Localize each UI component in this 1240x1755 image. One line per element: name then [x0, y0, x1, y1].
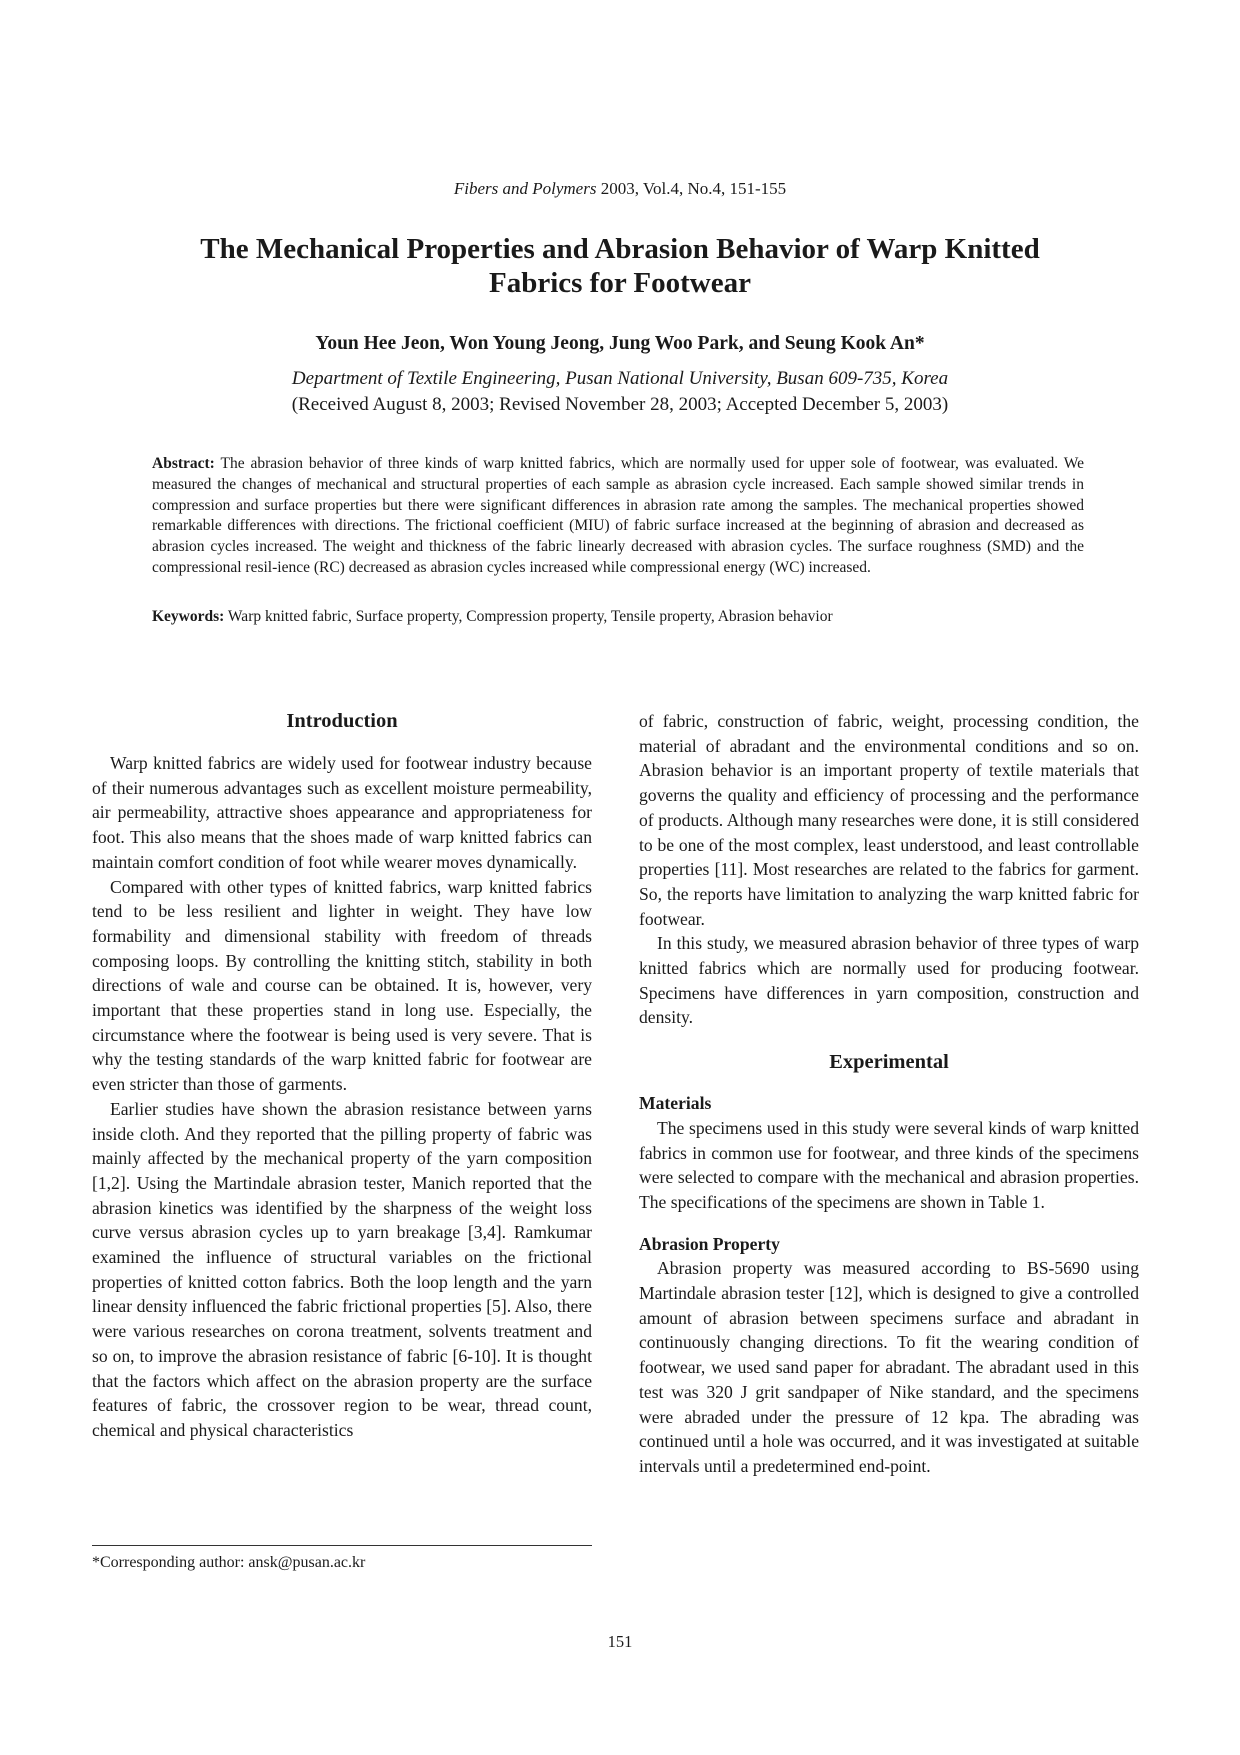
materials-paragraph: The specimens used in this study were several kinds of warp knitted fabrics in common use for footwear, and three kinds of the specimens were selected to compare with the mechanical and abrasion properties. The specifications of the specimens are shown in Table 1. [639, 1117, 1139, 1212]
experimental-heading: Experimental [829, 1051, 949, 1074]
intro-paragraph-2: Compared with other types of knitted fabrics, warp knitted fabrics tend to be less resilient and lighter in weight. They have low formability and dimensional stability with freedom of threads composing loops. By controlling the knitting stitch, stability in both directions of wale and course can be obtained. It is, however, very important that these properties stand in long use. Especially, the circumstance where the footwear is being used is very severe. That is why the testing standards of the warp knitted fabric for footwear are even stricter than those of garments. [92, 876, 592, 1095]
intro-paragraph-1: Warp knitted fabrics are widely used for footwear industry because of their numerous advantages such as excellent moisture permeability, air permeability, attractive shoes appearance and appropriateness for foot. This also means that the shoes made of warp knitted fabrics can maintain comfort condition of foot while wearer moves dynamically. [92, 753, 592, 872]
journal-citation: 2003, Vol.4, No.4, 151-155 [596, 179, 787, 198]
keywords [152, 607, 1084, 628]
abstract-text: The abrasion behavior of three kinds of warp knitted fabrics, which are normally used for upper sole of footwear, was evaluated. We measured the changes of mechanical and structural properties of each sample as abrasion cycle increased. Each sample showed similar trends in compression and surface properties but there were significant differences in abrasion rate among the samples. The mechanical properties showed remarkable differences with directions. The frictional coefficient (MIU) of fabric surface increased at the beginning of abrasion and decreased as abrasion cycles increased. The weight and thickness of the fabric linearly decreased with abrasion cycles. The surface roughness (SMD) and the compressional resil-ience (RC) decreased as abrasion cycles increased while compressional energy (WC) increased. [152, 455, 1084, 576]
left-column [92, 709, 592, 1443]
author-list: Youn Hee Jeon, Won Young Jeong, Jung Woo Park, and Seung Kook An* [315, 333, 925, 354]
keywords-label: Keywords: [152, 608, 225, 625]
abrasion-property-heading: Abrasion Property [639, 1233, 780, 1254]
paper-title: The Mechanical Properties and Abrasion Behavior of Warp Knitted Fabrics for Footwear [200, 233, 1040, 299]
intro-paragraph-3: Earlier studies have shown the abrasion resistance between yarns inside cloth. And they reported that the pilling property of fabric was mainly affected by the mechanical property of the yarn composition [1,2]. Using the Martindale abrasion tester, Manich reported that the abrasion kinetics was identified by the sharpness of the weight loss curve versus abrasion cycles up to yarn breakage [3,4]. Ramkumar examined the influence of structural variables on the frictional properties of knitted cotton fabrics. Both the loop length and the yarn linear density influenced the fabric frictional properties [5]. Also, there were various researches on corona treatment, solvents treatment and so on, to improve the abrasion resistance of fabric [6-10]. It is thought that the factors which affect on the abrasion property are the surface features of fabric, the crossover region to be wear, thread count, chemical and physical characteristics [92, 1098, 592, 1440]
abrasion-property-paragraph: Abrasion property was measured according to BS-5690 using Martindale abrasion tester [12], which is designed to give a controlled amount of abrasion between specimens surface and abradant in continuously changing directions. To fit the wearing condition of footwear, we used sand paper for abradant. The abradant used in this test was 320 J grit sandpaper of Nike standard, and the specimens were abraded under the pressure of 12 kpa. The abrading was continued until a hole was occurred, and it was investigated at suitable intervals until a predetermined end-point. [639, 1258, 1139, 1476]
page-number: 151 [607, 1632, 633, 1651]
right-column [639, 709, 1139, 1479]
abstract-label: Abstract: [152, 455, 215, 472]
journal-header [0, 178, 1240, 200]
materials-heading: Materials [639, 1093, 712, 1114]
affiliation: Department of Textile Engineering, Pusan National University, Busan 609-735, Korea [291, 368, 949, 389]
intro-paragraph-4: In this study, we measured abrasion behavior of three types of warp knitted fabrics which are normally used for producing footwear. Specimens have differences in yarn composition, construction and density. [639, 933, 1139, 1028]
intro-paragraph-3-continued: of fabric, construction of fabric, weight, processing condition, the material of abradant and the environmental conditions and so on. Abrasion behavior is an important property of textile materials that governs the quality and efficiency of processing and the performance of products. Although many researches were done, it is still considered to be one of the most complex, least understood, and least controllable properties [11]. Most researches are related to the fabrics for garment. So, the reports have limitation to analyzing the warp knitted fabric for footwear. [639, 711, 1139, 929]
introduction-heading: Introduction [286, 710, 398, 732]
corresponding-author-footnote: *Corresponding author: ansk@pusan.ac.kr [92, 1554, 366, 1571]
received-dates: (Received August 8, 2003; Revised November 28, 2003; Accepted December 5, 2003) [291, 394, 949, 415]
footnote-divider [92, 1545, 592, 1546]
keywords-text: Warp knitted fabric, Surface property, Compression property, Tensile property, Abrasion behavior [224, 608, 833, 625]
abstract [152, 454, 1084, 579]
journal-name: Fibers and Polymers [453, 179, 597, 198]
